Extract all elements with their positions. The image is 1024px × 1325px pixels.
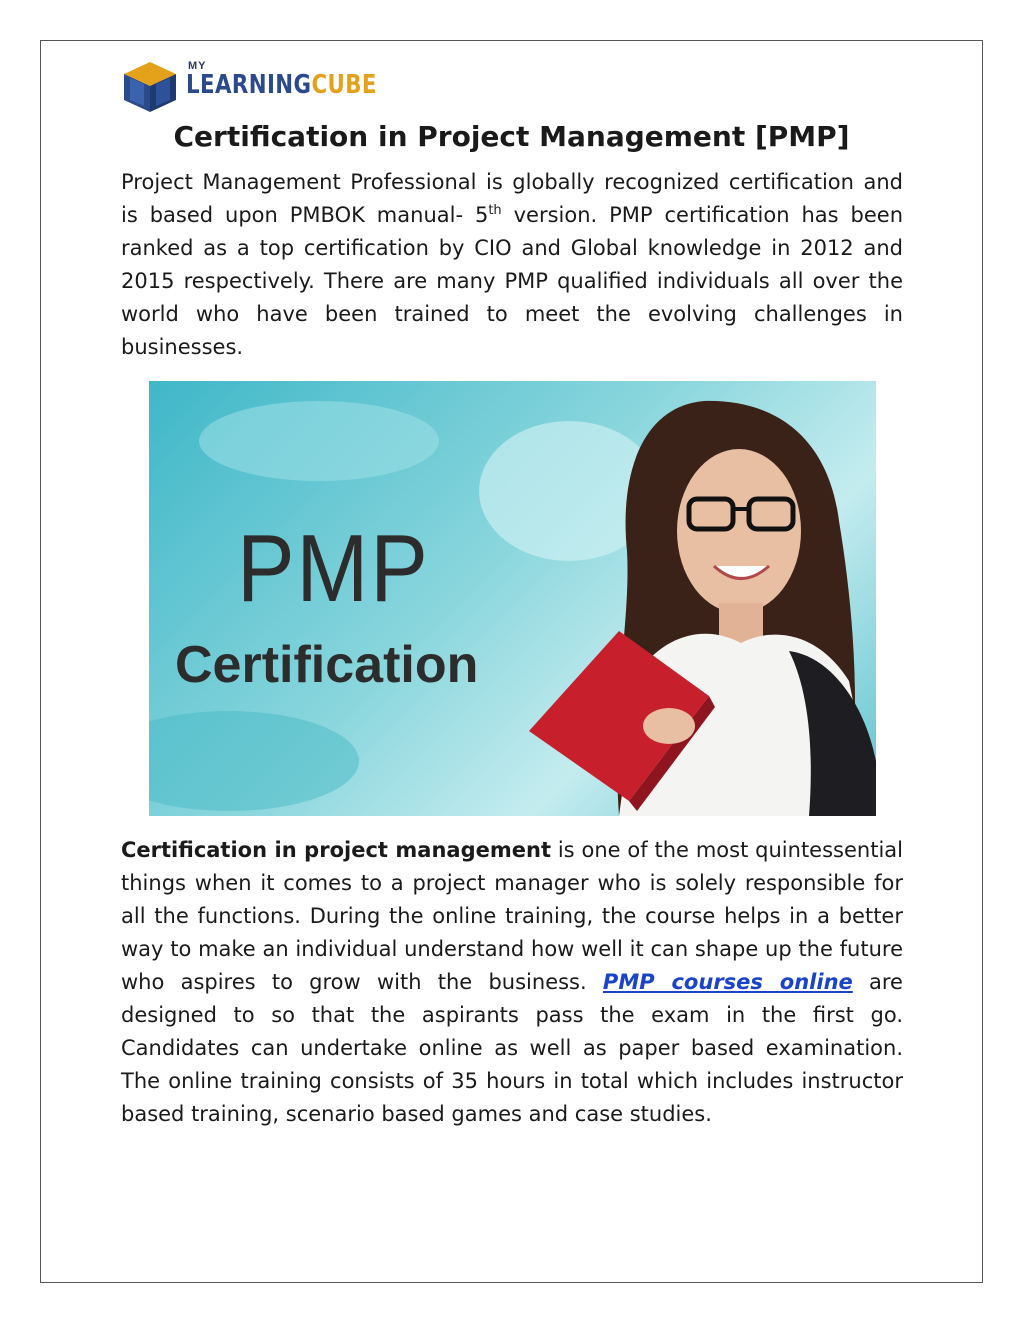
page-title: Certification in Project Management [PMP] bbox=[173, 120, 850, 153]
hero-certification-text: Certification bbox=[175, 636, 479, 694]
intro-paragraph bbox=[121, 166, 903, 364]
hero-pmp-text: PMP bbox=[237, 515, 430, 622]
intro-superscript: th bbox=[488, 203, 502, 218]
logo bbox=[120, 58, 406, 114]
logo-wordmark bbox=[186, 58, 406, 114]
logo-learning-text: LEARNING bbox=[186, 70, 312, 100]
hero-image bbox=[149, 381, 876, 816]
intro-text-1: Project Management Professional is globally recognized certification and is based upon PMBOK manual- 5 bbox=[121, 170, 903, 227]
pmp-courses-online-link[interactable]: PMP courses online bbox=[602, 970, 853, 994]
logo-main-text bbox=[186, 70, 377, 100]
body-bold-term: Certification in project management bbox=[121, 838, 551, 862]
intro-text-2: version. PMP certification has been ranked as a top certification by CIO and Global knowledge in 2012 and 2015 respectively. There are many PMP qualified individuals all over the world who have been trained to meet the evolving challenges in businesses. bbox=[121, 203, 904, 359]
body-text-2: are designed to so that the aspirants pass the exam in the first go. Candidates can undertake online as well as paper based examination. The online training consists of 35 hours in total which includes instructor based training, scenario based games and case studies. bbox=[121, 970, 903, 1126]
logo-cube-text: CUBE bbox=[311, 70, 377, 100]
body-paragraph bbox=[121, 834, 903, 1131]
cube-logo-icon bbox=[120, 58, 180, 114]
logo-my-text: MY bbox=[188, 60, 207, 72]
body-text-1: is one of the most quintessential things when it comes to a project manager who is solely responsible for all the functions. During the online training, the course helps in a better way to make an individual understand how well it can shape up the future who aspires to grow with the business. bbox=[121, 838, 903, 994]
